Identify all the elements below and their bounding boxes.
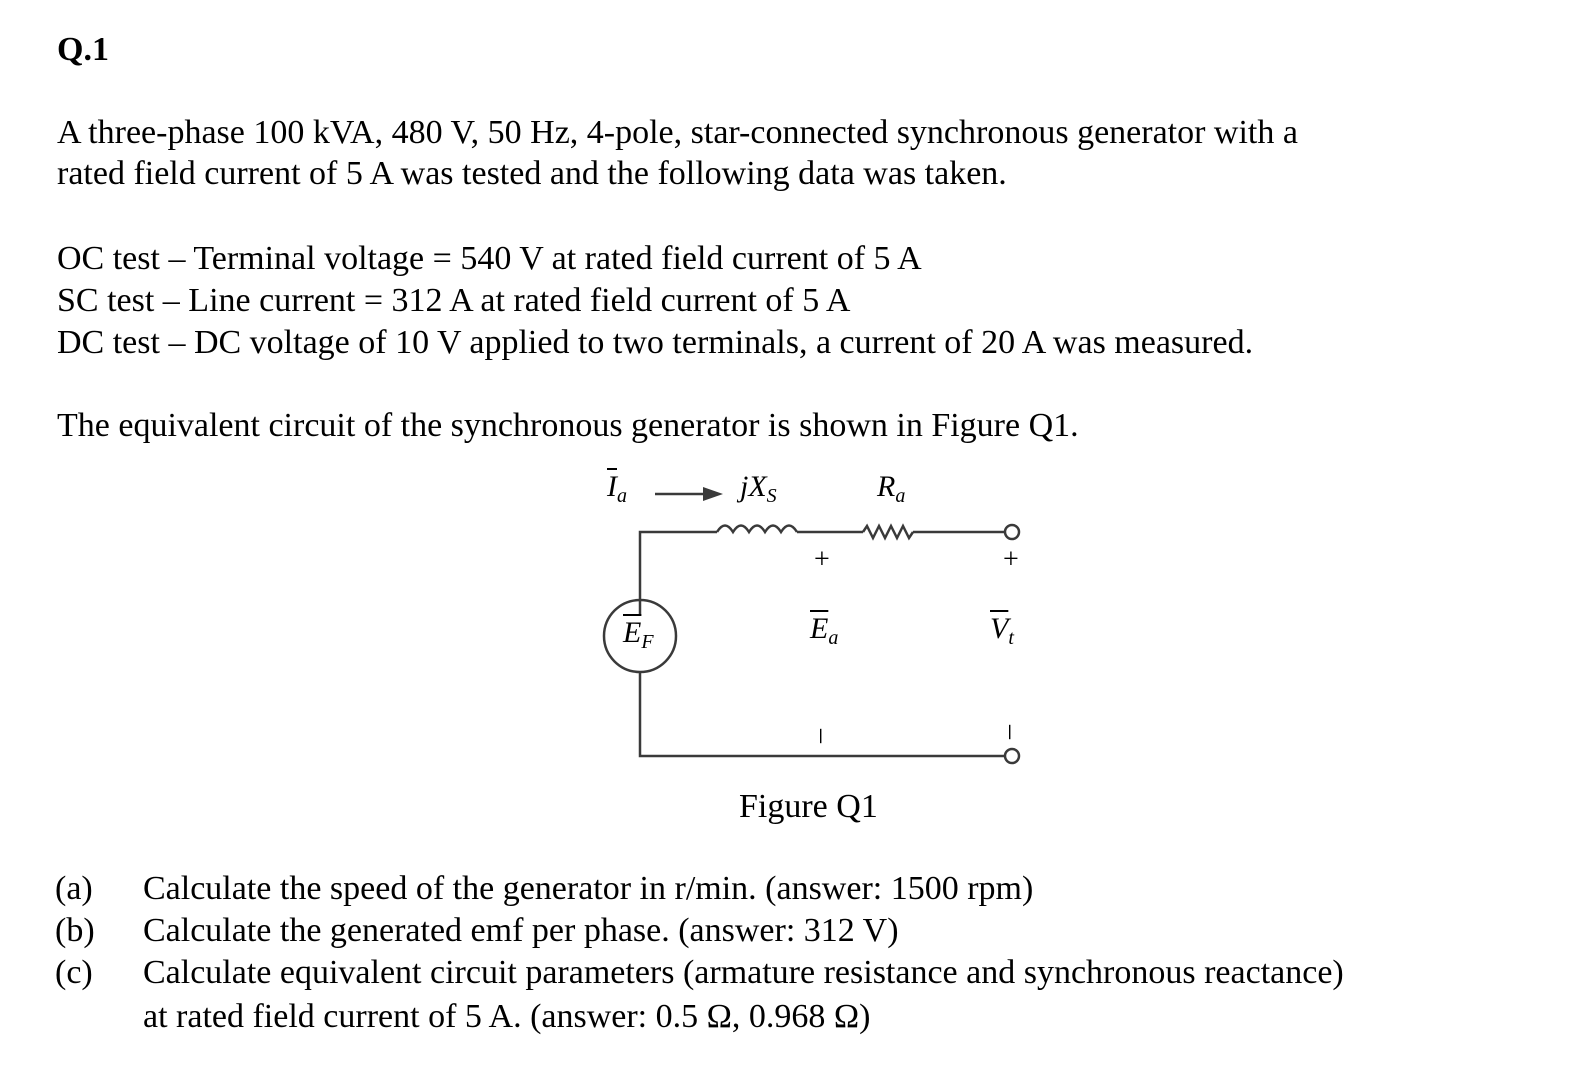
inductor-jxs [717,526,797,533]
intro-line-2: rated field current of 5 A was tested and the following data was taken. [57,155,1007,192]
top-terminal [1005,525,1019,539]
vt-label: $\overline{V}_t$ [990,612,1014,649]
oc-test-line: OC test – Terminal voltage = 540 V at rated field current of 5 A [57,240,922,277]
circuit-intro-line: The equivalent circuit of the synchronous generator is shown in Figure Q1. [57,407,1079,444]
current-arrow-head [703,487,723,501]
ea-label: $\overline{E}_a$ [810,612,839,649]
jxs-label: $jX_S$ [740,470,777,507]
top-left-wire [640,532,717,616]
part-c-letter: (c) [55,954,93,991]
part-c-text: Calculate equivalent circuit parameters (armature resistance and synchronous reactance) [143,954,1344,991]
ea-plus-sign: + [814,544,830,575]
vt-plus-sign: + [1003,544,1019,575]
bottom-terminal [1005,749,1019,763]
part-b-text: Calculate the generated emf per phase. (answer: 312 V) [143,912,899,949]
ia-label: $\overline{I}_a$ [607,470,627,507]
resistor-ra [863,526,913,538]
ra-label: $R_a$ [877,470,906,507]
vt-minus-sign: – [996,725,1027,739]
ef-label: $\overline{E}_F$ [623,616,654,653]
sc-test-line: SC test – Line current = 312 A at rated field current of 5 A [57,282,851,319]
dc-test-line: DC test – DC voltage of 10 V applied to two terminals, a current of 20 A was measured. [57,324,1254,361]
part-a-text: Calculate the speed of the generator in r/min. (answer: 1500 rpm) [143,870,1034,907]
ea-minus-sign: – [807,729,838,743]
part-b-letter: (b) [55,912,95,949]
equivalent-circuit-figure [595,466,1045,776]
part-a-letter: (a) [55,870,93,907]
figure-caption: Figure Q1 [739,788,878,825]
intro-line-1: A three-phase 100 kVA, 480 V, 50 Hz, 4-pole, star-connected synchronous generator with a [57,114,1298,151]
question-number: Q.1 [57,31,109,68]
part-c-continuation: at rated field current of 5 A. (answer: 0.5 Ω, 0.968 Ω) [143,998,871,1035]
bottom-wire [640,672,1005,756]
